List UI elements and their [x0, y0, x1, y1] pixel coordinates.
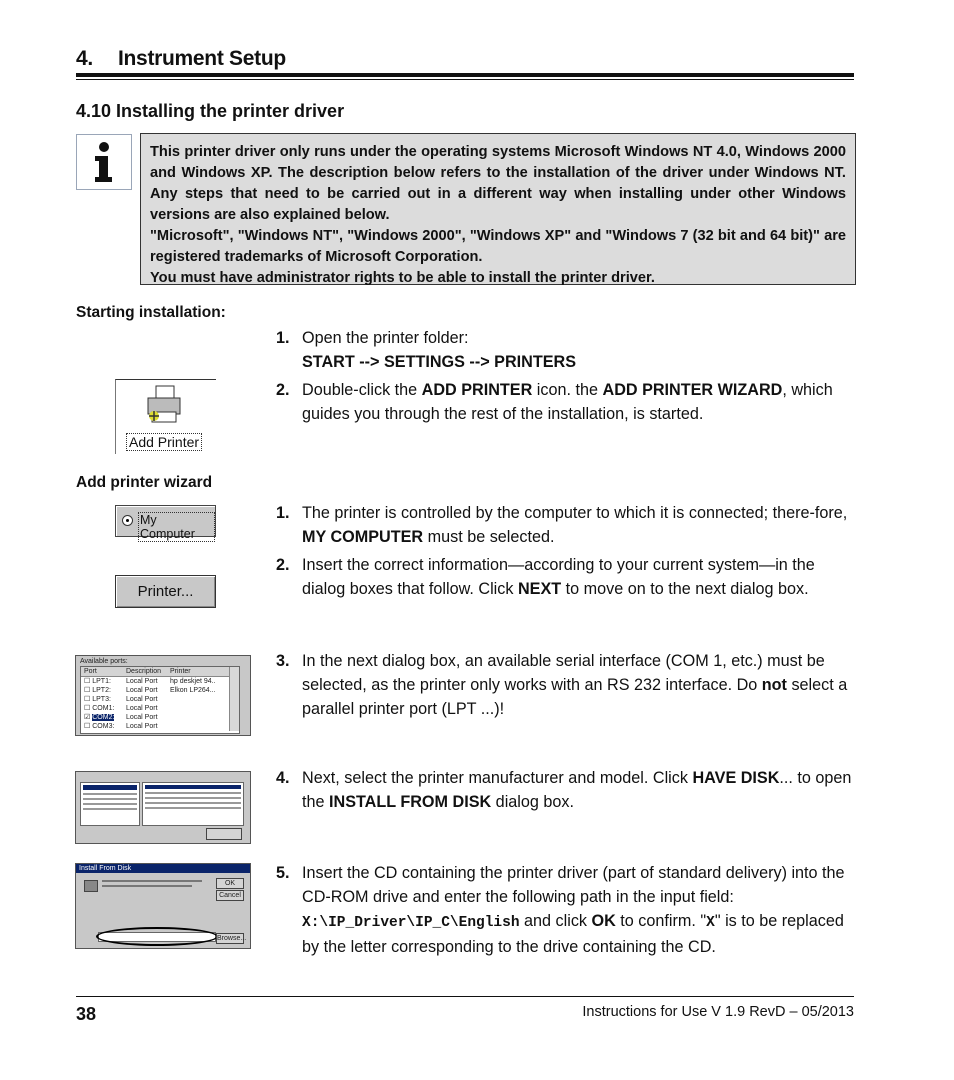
- disk-icon: [84, 880, 98, 892]
- wizard-step-5: 5. Insert the CD containing the printer driver (part of standard delivery) into the CD-ROM drive and enter the following path in the input field: X:\IP_Driver\IP_C\English and click OK to confirm. "X" is to be replaced by the letter corresponding to the drive containing the CD.: [276, 864, 845, 956]
- note-admin: You must have administrator rights to be able to install the printer driver.: [150, 270, 655, 286]
- ok-button: OK: [216, 878, 244, 889]
- port-row-selected: ☑ COM2: Local Port: [84, 714, 158, 721]
- page-number: 38: [76, 1004, 97, 1024]
- section-number: 4.: [76, 47, 93, 70]
- starting-label: Starting installation:: [76, 304, 226, 321]
- footer-rule: [76, 996, 854, 997]
- info-icon: [76, 134, 132, 190]
- port-row: ☐ COM3: Local Port: [84, 723, 158, 730]
- manufacturer-dialog-thumbnail: [75, 771, 251, 844]
- dialog-title-bar: Install From Disk: [76, 864, 251, 873]
- note-box: [140, 133, 856, 285]
- wizard-step-1: 1. The printer is controlled by the computer to which it is connected; there-fore, MY COMPUTER must be selected.: [276, 504, 848, 546]
- menu-path: START --> SETTINGS --> PRINTERS: [302, 353, 577, 371]
- ports-dialog-thumbnail: Available ports: Port Description Printer ☐ LPT1: Local Port hp deskjet 94.. ☐ LPT2: Local Port Elkon LP264... ☐ LPT3: Local Port ☐ COM1: Local Port ☑ COM2: Local Port ☐ COM3: Local Port: [75, 655, 251, 736]
- driver-path: X:\IP_Driver\IP_C\English: [302, 915, 520, 931]
- install-from-disk-thumbnail: [75, 863, 251, 949]
- add-printer-icon[interactable]: [115, 379, 216, 454]
- port-row: ☐ LPT3: Local Port: [84, 696, 158, 703]
- port-row: ☐ LPT2: Local Port Elkon LP264...: [84, 687, 216, 694]
- note-trademark: "Microsoft", "Windows NT", "Windows 2000", "Windows XP" and "Windows 7 (32 bit and 64 bit)" are registered trademarks of Microsoft Corporation.: [150, 228, 846, 265]
- radio-label: My Computer: [138, 512, 215, 542]
- wizard-label: Add printer wizard: [76, 474, 213, 491]
- browse-button: Browse...: [217, 935, 247, 942]
- wizard-step-4: 4. Next, select the printer manufacturer and model. Click HAVE DISK... to open the INSTALL FROM DISK dialog box.: [276, 769, 852, 811]
- my-computer-radio[interactable]: [115, 505, 216, 541]
- scrollbar: [229, 667, 239, 731]
- heading-rule-thick: [76, 73, 854, 77]
- printer-button[interactable]: Printer...: [115, 575, 216, 608]
- cancel-button: Cancel: [216, 890, 244, 901]
- heading-rule-thin: [76, 79, 854, 80]
- have-disk-button: [206, 828, 242, 840]
- footer-doc-info: Instructions for Use V 1.9 RevD – 05/2013: [582, 1004, 854, 1020]
- radio-icon: [122, 515, 133, 526]
- add-printer-caption: Add Printer: [126, 433, 202, 451]
- start-step-1: 1. Open the printer folder: START --> SETTINGS --> PRINTERS: [276, 326, 854, 374]
- start-step-2: 2. Double-click the ADD PRINTER icon. the ADD PRINTER WIZARD, which guides you through the rest of the installation, is started.: [276, 381, 833, 423]
- wizard-step-2: 2. Insert the correct information—according to your current system—in the dialog boxes that follow. Click NEXT to move on to the next dialog box.: [276, 556, 815, 598]
- section-title: Instrument Setup: [118, 47, 286, 70]
- wizard-step-3: 3. In the next dialog box, an available serial interface (COM 1, etc.) must be selected, as the printer only works with an RS 232 interface. Do not select a parallel printer port (LPT ...)!: [276, 652, 848, 718]
- highlight-ellipse: [96, 927, 218, 946]
- subsection-title: 4.10 Installing the printer driver: [76, 101, 345, 121]
- section-heading: [76, 47, 286, 71]
- port-row: ☐ LPT1: Local Port hp deskjet 94..: [84, 678, 216, 685]
- port-row: ☐ COM1: Local Port: [84, 705, 158, 712]
- note-paragraph: This printer driver only runs under the operating systems Microsoft Windows NT 4.0, Windows 2000 and Windows XP. The description below refers to the installation of the driver under Windows NT. Any steps that need to be carried out in a different way when installing under other Windows versions are also explained below.: [150, 144, 846, 223]
